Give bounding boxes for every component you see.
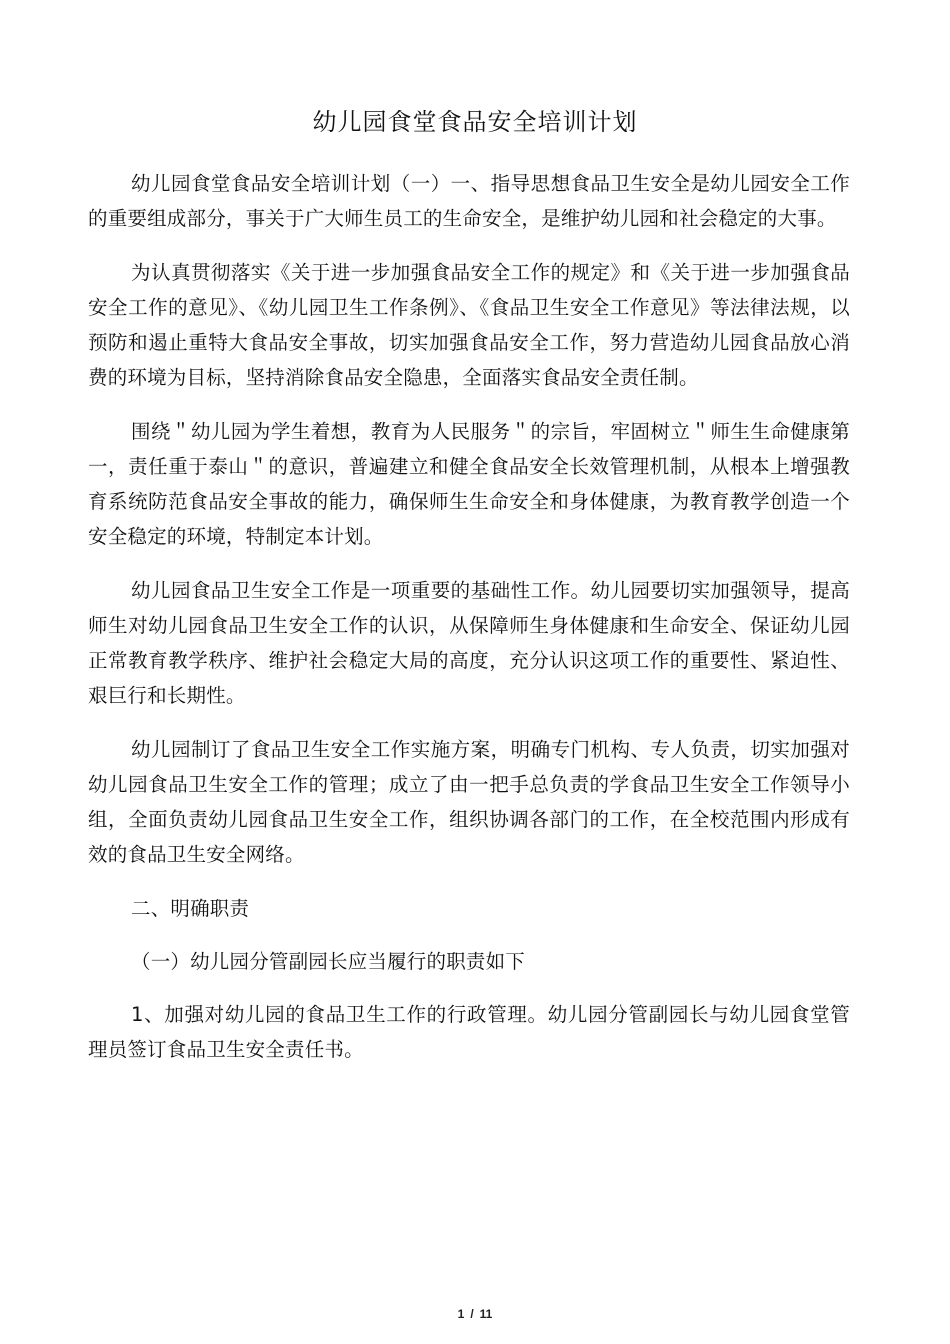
paragraph-guiding-ideology: 幼儿园食堂食品安全培训计划（一）一、指导思想食品卫生安全是幼儿园安全工作的重要组成部分，事关于广大师生员工的生命安全，是维护幼儿园和社会稳定的大事。 <box>88 172 850 230</box>
section-heading-responsibilities: 二、明确职责 <box>131 897 250 920</box>
document-title: 幼儿园食堂食品安全培训计划 <box>312 108 638 136</box>
total-page-count: 11 <box>479 1307 493 1321</box>
paragraph-purpose: 围绕＂幼儿园为学生着想，教育为人民服务＂的宗旨，牢固树立＂师生生命健康第一，责任重于泰山＂的意识，普遍建立和健全食品安全长效管理机制，从根本上增强教育系统防范食品安全事故的能力，确保师生生命安全和身体健康，为教育教学创造一个安全稳定的环境，特制定本计划。 <box>88 420 850 548</box>
subsection-heading-vice-principal: （一）幼儿园分管副园长应当履行的职责如下 <box>131 950 526 973</box>
paragraph-organization: 幼儿园制订了食品卫生安全工作实施方案，明确专门机构、专人负责，切实加强对幼儿园食品卫生安全工作的管理；成立了由一把手总负责的学食品卫生安全工作领导小组，全面负责幼儿园食品卫生安全工作，组织协调各部门的工作，在全校范围内形成有效的食品卫生安全网络。 <box>88 738 850 866</box>
paragraph-regulations: 为认真贯彻落实《关于进一步加强食品安全工作的规定》和《关于进一步加强食品安全工作的意见》、《幼儿园卫生工作条例》、《食品卫生安全工作意见》等法律法规，以预防和遏止重特大食品安全事故，切实加强食品安全工作，努力营造幼儿园食品放心消费的环境为目标，坚持消除食品安全隐患，全面落实食品安全责任制。 <box>88 261 850 389</box>
current-page-number: 1 <box>457 1307 465 1321</box>
list-item-1: 1、加强对幼儿园的食品卫生工作的行政管理。幼儿园分管副园长与幼儿园食堂管理员签订食品卫生安全责任书。 <box>88 1003 850 1061</box>
paragraph-importance: 幼儿园食品卫生安全工作是一项重要的基础性工作。幼儿园要切实加强领导，提高师生对幼儿园食品卫生安全工作的认识，从保障师生身体健康和生命安全、保证幼儿园正常教育教学秩序、维护社会稳定大局的高度，充分认识这项工作的重要性、紧迫性、艰巨行和长期性。 <box>88 579 850 707</box>
page-separator: / <box>470 1307 474 1321</box>
document-body <box>88 166 850 1086</box>
page-number-footer <box>0 1306 950 1322</box>
